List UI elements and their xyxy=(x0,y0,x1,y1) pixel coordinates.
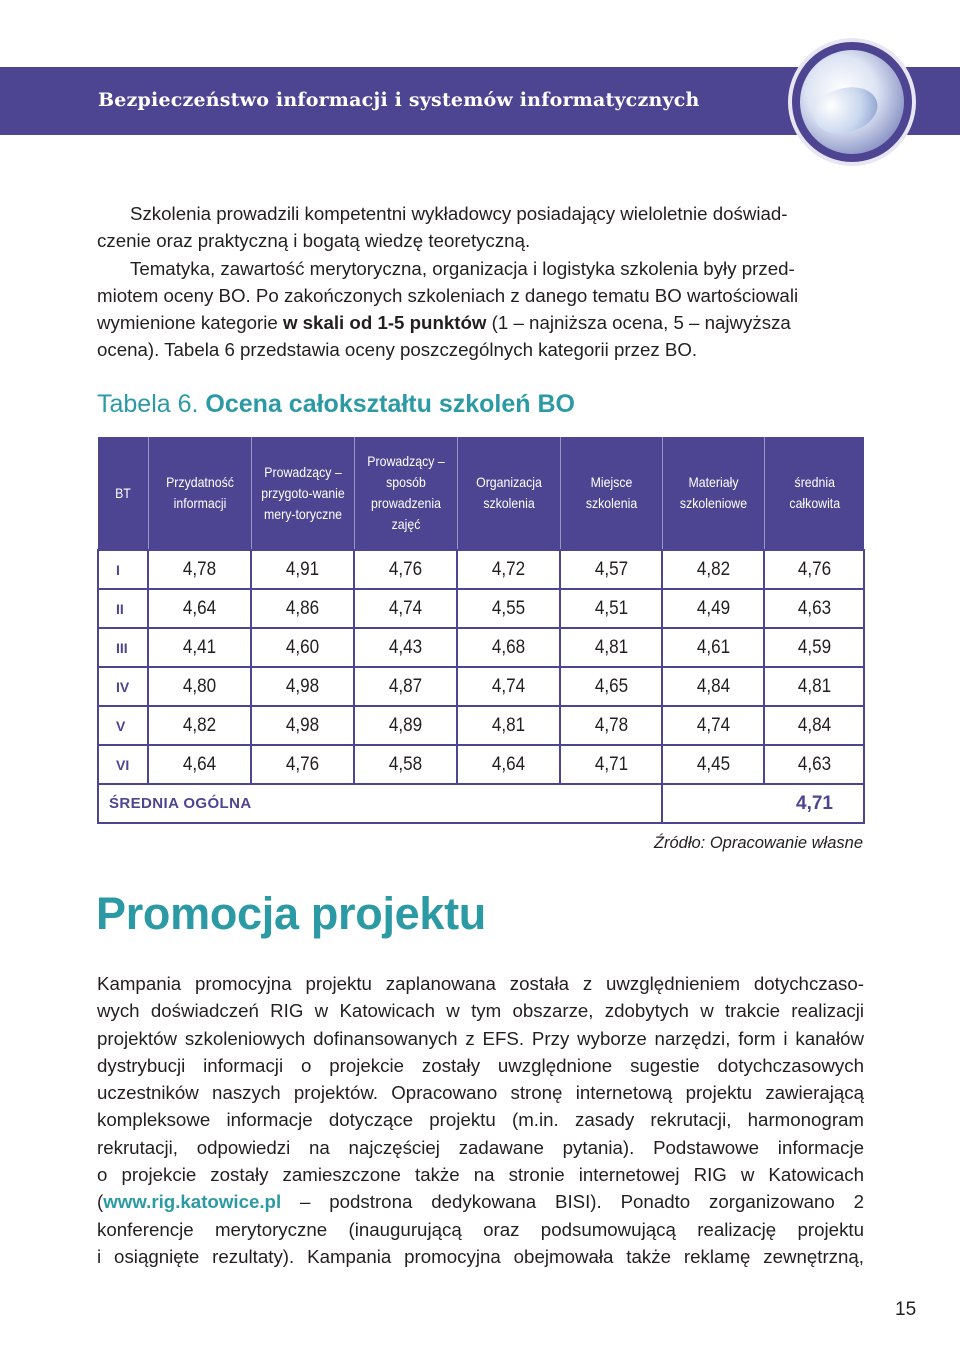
body-text: ( xyxy=(97,1191,104,1213)
row-label: II xyxy=(98,589,148,628)
table-cell xyxy=(251,667,354,706)
cell-value: 4,84 xyxy=(696,675,730,697)
cell-value: 4,51 xyxy=(594,597,628,619)
cell-value: 4,78 xyxy=(594,714,628,736)
cell-value: 4,81 xyxy=(594,636,628,658)
table-cell xyxy=(662,589,764,628)
ratings-table xyxy=(97,437,865,824)
table-cell xyxy=(251,745,354,784)
body-line: dystrybucji informacji o projekcie zostały uwzględnione sugestie dotychczasowych xyxy=(97,1054,864,1076)
column-header xyxy=(251,437,354,550)
table-row xyxy=(98,706,864,745)
globe-logo xyxy=(788,38,916,166)
column-header xyxy=(98,437,148,550)
table-cell xyxy=(148,589,251,628)
intro-bold-text: w skali od 1-5 punktów xyxy=(282,312,487,334)
overall-average-label: ŚREDNIA OGÓLNA xyxy=(98,784,662,823)
intro-line: czenie oraz praktyczną i bogatą wiedzę teoretyczną. xyxy=(97,230,531,252)
cell-value: 4,87 xyxy=(388,675,423,697)
table-cell xyxy=(662,706,764,745)
website-link[interactable]: www.rig.katowice.pl xyxy=(103,1191,282,1213)
table-header-row xyxy=(98,437,864,550)
intro-text: wymienione kategorie xyxy=(97,312,283,334)
body-line: projektów szkoleniowych dofinansowanych z EFS. Przy wyborze narzędzi, form i kanałów xyxy=(97,1027,864,1049)
table-cell xyxy=(457,589,560,628)
intro-paragraph xyxy=(97,200,864,364)
table-cell xyxy=(764,628,864,667)
table-cell xyxy=(354,628,457,667)
table-cell xyxy=(148,706,251,745)
page-number: 15 xyxy=(895,1299,917,1320)
table-cell xyxy=(457,745,560,784)
intro-line: Tematyka, zawartość merytoryczna, organizacja i logistyka szkolenia były przed- xyxy=(130,257,795,279)
table-cell xyxy=(560,550,662,589)
cell-value: 4,98 xyxy=(285,714,320,736)
row-label: VI xyxy=(98,745,148,784)
column-header-text: Prowadzący – sposób prowadzenia zajęć xyxy=(366,453,445,532)
table-cell xyxy=(251,706,354,745)
cell-value: 4,91 xyxy=(285,558,320,580)
row-label: III xyxy=(98,628,148,667)
column-header xyxy=(662,437,764,550)
cell-value: 4,86 xyxy=(285,597,320,619)
column-header xyxy=(354,437,457,550)
cell-value: 4,89 xyxy=(388,714,423,736)
cell-value: 4,63 xyxy=(797,753,831,775)
cell-value: 4,78 xyxy=(182,558,217,580)
body-line: rekrutacji, odpowiedzi na najczęściej zadawane pytania). Podstawowe informacje xyxy=(97,1136,864,1158)
column-header-text: średnia całkowita xyxy=(788,474,840,511)
column-header xyxy=(764,437,864,550)
cell-value: 4,63 xyxy=(797,597,831,619)
cell-value: 4,59 xyxy=(797,636,831,658)
cell-value: 4,58 xyxy=(388,753,423,775)
table-cell xyxy=(354,589,457,628)
overall-average-value: 4,71 xyxy=(662,784,864,823)
cell-value: 4,57 xyxy=(594,558,628,580)
table-cell xyxy=(148,628,251,667)
overall-average-row xyxy=(98,784,864,823)
cell-value: 4,80 xyxy=(182,675,217,697)
cell-value: 4,76 xyxy=(388,558,423,580)
globe-icon xyxy=(800,50,904,154)
table-cell xyxy=(560,706,662,745)
table-cell xyxy=(251,550,354,589)
table-cell xyxy=(662,628,764,667)
cell-value: 4,81 xyxy=(797,675,831,697)
intro-text: (1 – najniższa ocena, 5 – najwyższa xyxy=(486,312,791,334)
table-cell xyxy=(457,628,560,667)
table-row xyxy=(98,745,864,784)
cell-value: 4,71 xyxy=(594,753,628,775)
column-header-text: Materiały szkoleniowe xyxy=(679,474,747,511)
cell-value: 4,65 xyxy=(594,675,628,697)
intro-line xyxy=(97,309,864,336)
row-label: I xyxy=(98,550,148,589)
table-cell xyxy=(560,628,662,667)
cell-value: 4,76 xyxy=(285,753,320,775)
table-cell xyxy=(560,745,662,784)
table-caption-title: Ocena całokształtu szkoleń BO xyxy=(198,390,575,418)
cell-value: 4,82 xyxy=(182,714,217,736)
cell-value: 4,55 xyxy=(491,597,526,619)
body-line: o projekcie zostały zamieszczone także na stronie internetowej RIG w Katowicach xyxy=(97,1164,864,1186)
body-line: i osiągnięte rezultaty). Kampania promocyjna obejmowała także reklamę zewnętrzną, xyxy=(97,1245,864,1267)
column-header xyxy=(560,437,662,550)
cell-value: 4,45 xyxy=(696,753,730,775)
cell-value: 4,64 xyxy=(182,597,217,619)
cell-value: 4,68 xyxy=(491,636,526,658)
column-header-text: Miejsce szkolenia xyxy=(585,474,637,511)
cell-value: 4,81 xyxy=(491,714,526,736)
cell-value: 4,49 xyxy=(696,597,730,619)
table-cell xyxy=(457,667,560,706)
cell-value: 4,41 xyxy=(182,636,217,658)
intro-line: Szkolenia prowadzili kompetentni wykładowcy posiadający wieloletnie doświad- xyxy=(130,203,788,224)
cell-value: 4,76 xyxy=(797,558,831,580)
cell-value: 4,61 xyxy=(696,636,730,658)
table-cell xyxy=(560,589,662,628)
table-row xyxy=(98,589,864,628)
cell-value: 4,64 xyxy=(491,753,526,775)
table-cell xyxy=(251,589,354,628)
cell-value: 4,43 xyxy=(388,636,423,658)
table-cell xyxy=(354,745,457,784)
intro-line: miotem oceny BO. Po zakończonych szkoleniach z danego tematu BO wartościowali xyxy=(97,284,799,306)
cell-value: 4,98 xyxy=(285,675,320,697)
section-heading: Promocja projektu xyxy=(96,888,486,939)
cell-value: 4,72 xyxy=(491,558,526,580)
table-cell xyxy=(457,706,560,745)
cell-value: 4,82 xyxy=(696,558,730,580)
body-line: wych doświadczeń RIG w Katowicach w tym obszarze, zdobytych w trakcie realizacji xyxy=(97,1000,864,1022)
cell-value: 4,64 xyxy=(182,753,217,775)
intro-line: ocena). Tabela 6 przedstawia oceny poszczególnych kategorii przez BO. xyxy=(97,339,698,361)
body-line: kompleksowe informacje dotyczące projektu (m.in. zasady rekrutacji, harmonogram xyxy=(97,1109,864,1131)
table-cell xyxy=(354,667,457,706)
table-cell xyxy=(148,745,251,784)
cell-value: 4,84 xyxy=(797,714,831,736)
table-cell xyxy=(354,550,457,589)
globe-highlight xyxy=(809,79,883,141)
cell-value: 4,74 xyxy=(491,675,526,697)
cell-value: 4,74 xyxy=(388,597,423,619)
column-header xyxy=(148,437,251,550)
table-row xyxy=(98,628,864,667)
table-caption xyxy=(97,390,575,419)
column-header xyxy=(457,437,560,550)
table-cell xyxy=(764,706,864,745)
body-line: konferencje merytoryczne (inaugurującą oraz podsumowującą realizację projektu xyxy=(97,1218,864,1240)
cell-value: 4,74 xyxy=(696,714,730,736)
table-cell xyxy=(354,706,457,745)
table-source: Źródło: Opracowanie własne xyxy=(653,834,863,852)
table-cell xyxy=(662,667,764,706)
column-header-text: BT xyxy=(114,484,131,501)
table-caption-prefix: Tabela 6. xyxy=(97,390,199,418)
row-label: V xyxy=(98,706,148,745)
table-cell xyxy=(148,550,251,589)
cell-value: 4,60 xyxy=(285,636,320,658)
table-cell xyxy=(251,628,354,667)
row-label: IV xyxy=(98,667,148,706)
table-cell xyxy=(764,745,864,784)
table-row xyxy=(98,550,864,589)
body-line xyxy=(97,1188,864,1215)
table-cell xyxy=(560,667,662,706)
body-line: Kampania promocyjna projektu zaplanowana została z uwzględnieniem dotychczaso- xyxy=(97,973,864,994)
table-cell xyxy=(148,667,251,706)
table-cell xyxy=(764,667,864,706)
table-cell xyxy=(662,550,764,589)
body-text: – podstrona dedykowana BISI). Ponadto zorganizowano 2 xyxy=(281,1191,864,1213)
running-header-title: Bezpieczeństwo informacji i systemów informatycznych xyxy=(98,89,700,111)
table-cell xyxy=(457,550,560,589)
column-header-text: Prowadzący – przygoto-wanie mery-toryczne xyxy=(260,463,345,522)
table-cell xyxy=(764,589,864,628)
table-cell xyxy=(764,550,864,589)
column-header-text: Przydatność informacji xyxy=(165,474,234,511)
column-header-text: Organizacja szkolenia xyxy=(475,474,542,511)
section-paragraph xyxy=(97,970,864,1270)
body-line: uczestników naszych projektów. Opracowano stronę internetową projektu zawierającą xyxy=(97,1082,864,1104)
table-cell xyxy=(662,745,764,784)
table-row xyxy=(98,667,864,706)
